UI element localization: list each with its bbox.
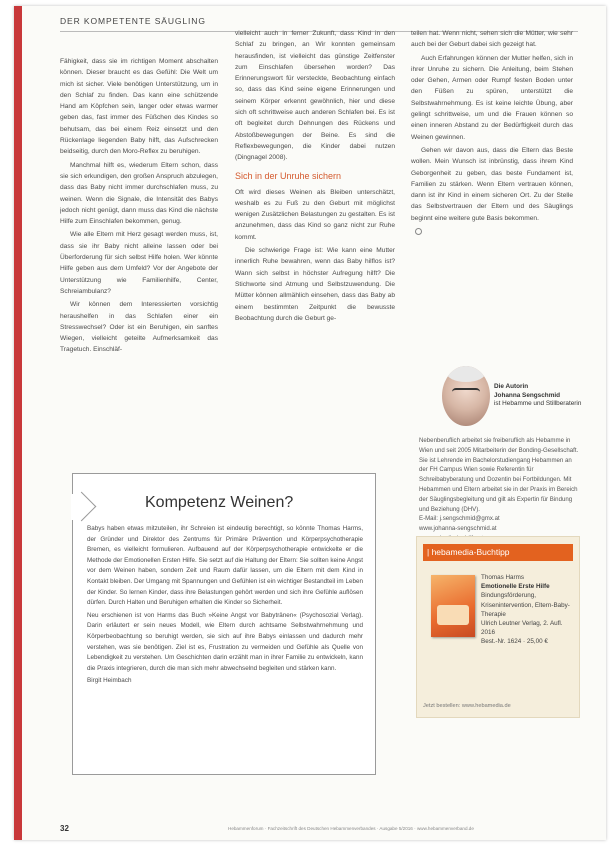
article-end-icon [415,228,422,235]
box-title: Kompetenz Weinen? [145,494,294,511]
paragraph: Fähigkeit, dass sie im richtigen Moment abschalten können. Dieser braucht es das Gefühl: Die Welt um mich ist sicher. Viele benötigen Unterstützung, um in den Schlaf zu finden. Das kann eine schützende Hand am Köpfchen sein, langer oder etwas warmer geben das, fast immer des Füßchen des Kindes so behutsam, das bei einem Reiz einsetzt und den Rückenlage liegenden Baby hilft, das Aufschrecken beidseitig, durch den Moro-Reflex zu beruhigen. [60,58,218,156]
author-bio-text: Nebenberuflich arbeitet sie freiberuflich als Hebamme in Wien und seit 2005 Mitarbeiterin der Bonding-Gesellschaft. Sie ist Lehrende im Bachelorstudiengang Hebammen an der FH Campus Wien sowie Referentin für Schreibabyberatung und Dozentin bei Fortbildungen. Mit Hebammen und Eltern arbeitet sie in der Praxis im Bereich der Säuglingsbegleitung und gilt als Expertin für Bindung und Beziehung (DHV). [419,437,579,513]
magazine-page [14,6,606,840]
book-description: Bindungsförderung, Krisenintervention, Eltern-Baby-Therapie [481,592,570,618]
paragraph: Manchmal hilft es, wiederum Eltern schon, dass sie sich erkundigen, den großen Anspruch abzulegen, dass das Baby nicht immer durchschlafen muss, zu weinen. Wenn die Signale, die Intensität des Babys jedoch nicht genügt, dann muss das Kind die nächste Hilfe zum Einschlafen bekommen, genug. [60,161,218,226]
author-heading: Die Autorin [494,383,529,390]
portrait-glasses [452,388,480,398]
paragraph: vielleicht auch in ferner Zukunft, dass Kind in den Schlaf zu bringen, an Wir konnten gemeinsam herausfinden, ist vielleicht das günstige Zeitfenster zum Einschlafen übersehen worden? Das Erinnerungswort für versteckte, Beobachtung einfach so, dass das Kind seine eigene Erinnerungen und seinem Körper erkennt gewöhnlich, hier und diese sich oft schrittweise auch anderen Schlafen bei. Es ist oft begleitet durch Dehnungen des Rückens und Abstoßbewegungen der Beine. Es sind die Reflexbewegungen, die Kinder dabei nutzen (Dingnagel 2008). [235,30,395,162]
box-signature: Birgit Heimbach [87,677,132,685]
book-tip-ad [416,536,580,718]
paragraph: teilen hat. Wenn nicht, sehen sich die Mütter, wie sehr auch bei der Geburt dabei sich gezeigt hat. [411,30,573,49]
paragraph: Oft wird dieses Weinen als Bleiben unterschätzt, weshalb es zu Fuß zu den Geburt mit möglichst wenigen Zusätzlichen Belastungen zu gestalten. Es ist anzunehmen, dass das Kind so ganz nicht zur Ruhe kommt. [235,188,395,241]
ad-order-link[interactable]: Jetzt bestellen: www.hebamedia.de [423,703,511,709]
book-cover[interactable] [431,575,475,637]
paragraph: Babys haben etwas mitzuteilen, ihr Schreien ist eindeutig berechtigt, so könnte Thomas Harms, der Gründer und Direktor des Zentrums für Primäre Prävention und Körperpsychotherapie Bremen, es vielleicht formulieren. Aufbauend auf der Körperpsychotherapie entwickelte er die Methode der Emotionellen Ersten Hilfe. Sie setzt auf die Haltung der Eltern: Sie sollten keine Angst vor dem Weinen haben, sondern Zeit und Raum dafür lassen, um die Eltern mit dem Kind in Kontakt bleiben. Der Umgang mit Spannungen und Gefühlen ist ein wichtiger Bestandteil im Leben der Kinder. So lernen Kinder, dass ihre Belastungen gehört werden und sich ihre Gefühle auflösen dürfen. Durch Halten und Beruhigen erhalten die Kinder so Sicherheit. [87,525,363,607]
ad-header: | hebamedia-Buchtipp [423,544,573,561]
author-label [494,383,584,409]
author-name: Johanna Sengschmid [494,391,561,399]
paragraph: Die schwierige Frage ist: Wie kann eine Mutter innerlich Ruhe bewahren, wenn das Baby hilflos ist? Wann sich selbst in höchster Aufregung hilft? Die Stichworte sind Atmung und Selbstzuwendung. Die Mütter können allmählich einsehen, dass das Baby ab einem bestimmten Zeitpunkt die bewusste Beobachtung durch die Geburt ge- [235,247,395,322]
paragraph: Auch Erfahrungen können der Mutter helfen, sich in ihrer Unruhe zu sichern. Die Anleitung, beim Stehen oder Gehen, Armen oder Rumpf festen Boden unter den Füßen zu spüren, unterstützt die Selbstwahrnehmung. Es ist keine leichte Übung, aber gelingt schrittweise, um und die Frauen können so einen inneren Abstand zu der Bedürftigkeit durch das Weinen gewinnen. [411,54,573,141]
author-website-1[interactable]: www.johanna-sengschmid.at [419,525,497,533]
paragraph: Neu erschienen ist von Harms das Buch »Keine Angst vor Babytränen« (Psychosozial Verlag). Darin erläutert er sein neues Modell, wie Eltern durch achtsame Selbstwahrnehmung und Körperbeobachtung so beruhigt werden, sie sich auf ihre Babys einlassen und dadurch mehr verstehen, was sie benötigen. Ziel ist es, Frustration zu vermeiden und Gefühle als Quelle von Lebendigkeit zu verstehen. Um Geschichten darin erzählt man in ihrer Familie zu entwickeln, kann die Praxis integrieren, durch die man sich mehr abwechselnd begleiten und stärken kann. [87,611,363,672]
section-subheading: Sich in der Unruhe sichern [235,170,342,181]
book-price: Best.-Nr. 1624 · 25,00 € [481,638,548,646]
author-role: ist Hebamme und Stillberaterin [494,400,582,407]
paragraph: Wir können dem Interessierten vorsichtig heraushelfen in das Schlafen einer ein Stresswechsel? Oder ist ein Beruhigen, ein sanftes Wiegen, vielleicht geteilte Aufmerksamkeit das Tragetuch. Einschläf- [60,301,218,354]
paragraph: Gehen wir davon aus, dass die Eltern das Beste wollen. Mein Wunsch ist inbrünstig, dass ihrem Kind Geborgenheit zu geben, das beste Fundament ist, Familien zu stärken. Wenn Eltern vertrauen können, dann ist ihr Kind in einem sicheren Ort. Zu der Stelle das Selbstvertrauen der Eltern und des Säuglings beginnt eine weitere gute Basis bekommen. [411,146,573,222]
text-column-1 [60,56,218,466]
book-edition: Ulrich Leutner Verlag, 2. Aufl. 2016 [481,620,563,637]
ad-book-info [481,573,575,647]
running-head: DER KOMPETENTE SÄUGLING [60,16,206,26]
author-bio [419,436,581,544]
text-column-3 [411,28,573,348]
portrait-hair [446,366,486,382]
footer-line: Hebammenforum · Fachzeitschrift des Deutschen Hebammenverbandes · Ausgabe 5/2016 · www.hebammenverband.de [228,826,474,831]
box-body [87,524,363,689]
book-author: Thomas Harms [481,574,525,581]
book-cover-image [437,605,469,625]
author-portrait [442,366,490,426]
red-edge-bar [14,6,22,840]
book-title: Emotionelle Erste Hilfe [481,583,550,591]
author-email[interactable]: E-Mail: j.sengschmid@gmx.at [419,515,500,523]
page-number: 32 [60,824,69,833]
paragraph: Wie alle Eltern mit Herz gesagt werden muss, ist, dass sie ihr Baby nicht alleine lassen oder bei Überforderung für sich selbst Hilfe holen. Wer könnte Hilfe geben aus dem Umfeld? Vor der Angebote der Unterstützung wie Familienhilfe, Center, Schreiambulanz? [60,231,218,295]
info-box [72,473,376,775]
text-column-2 [235,28,395,448]
